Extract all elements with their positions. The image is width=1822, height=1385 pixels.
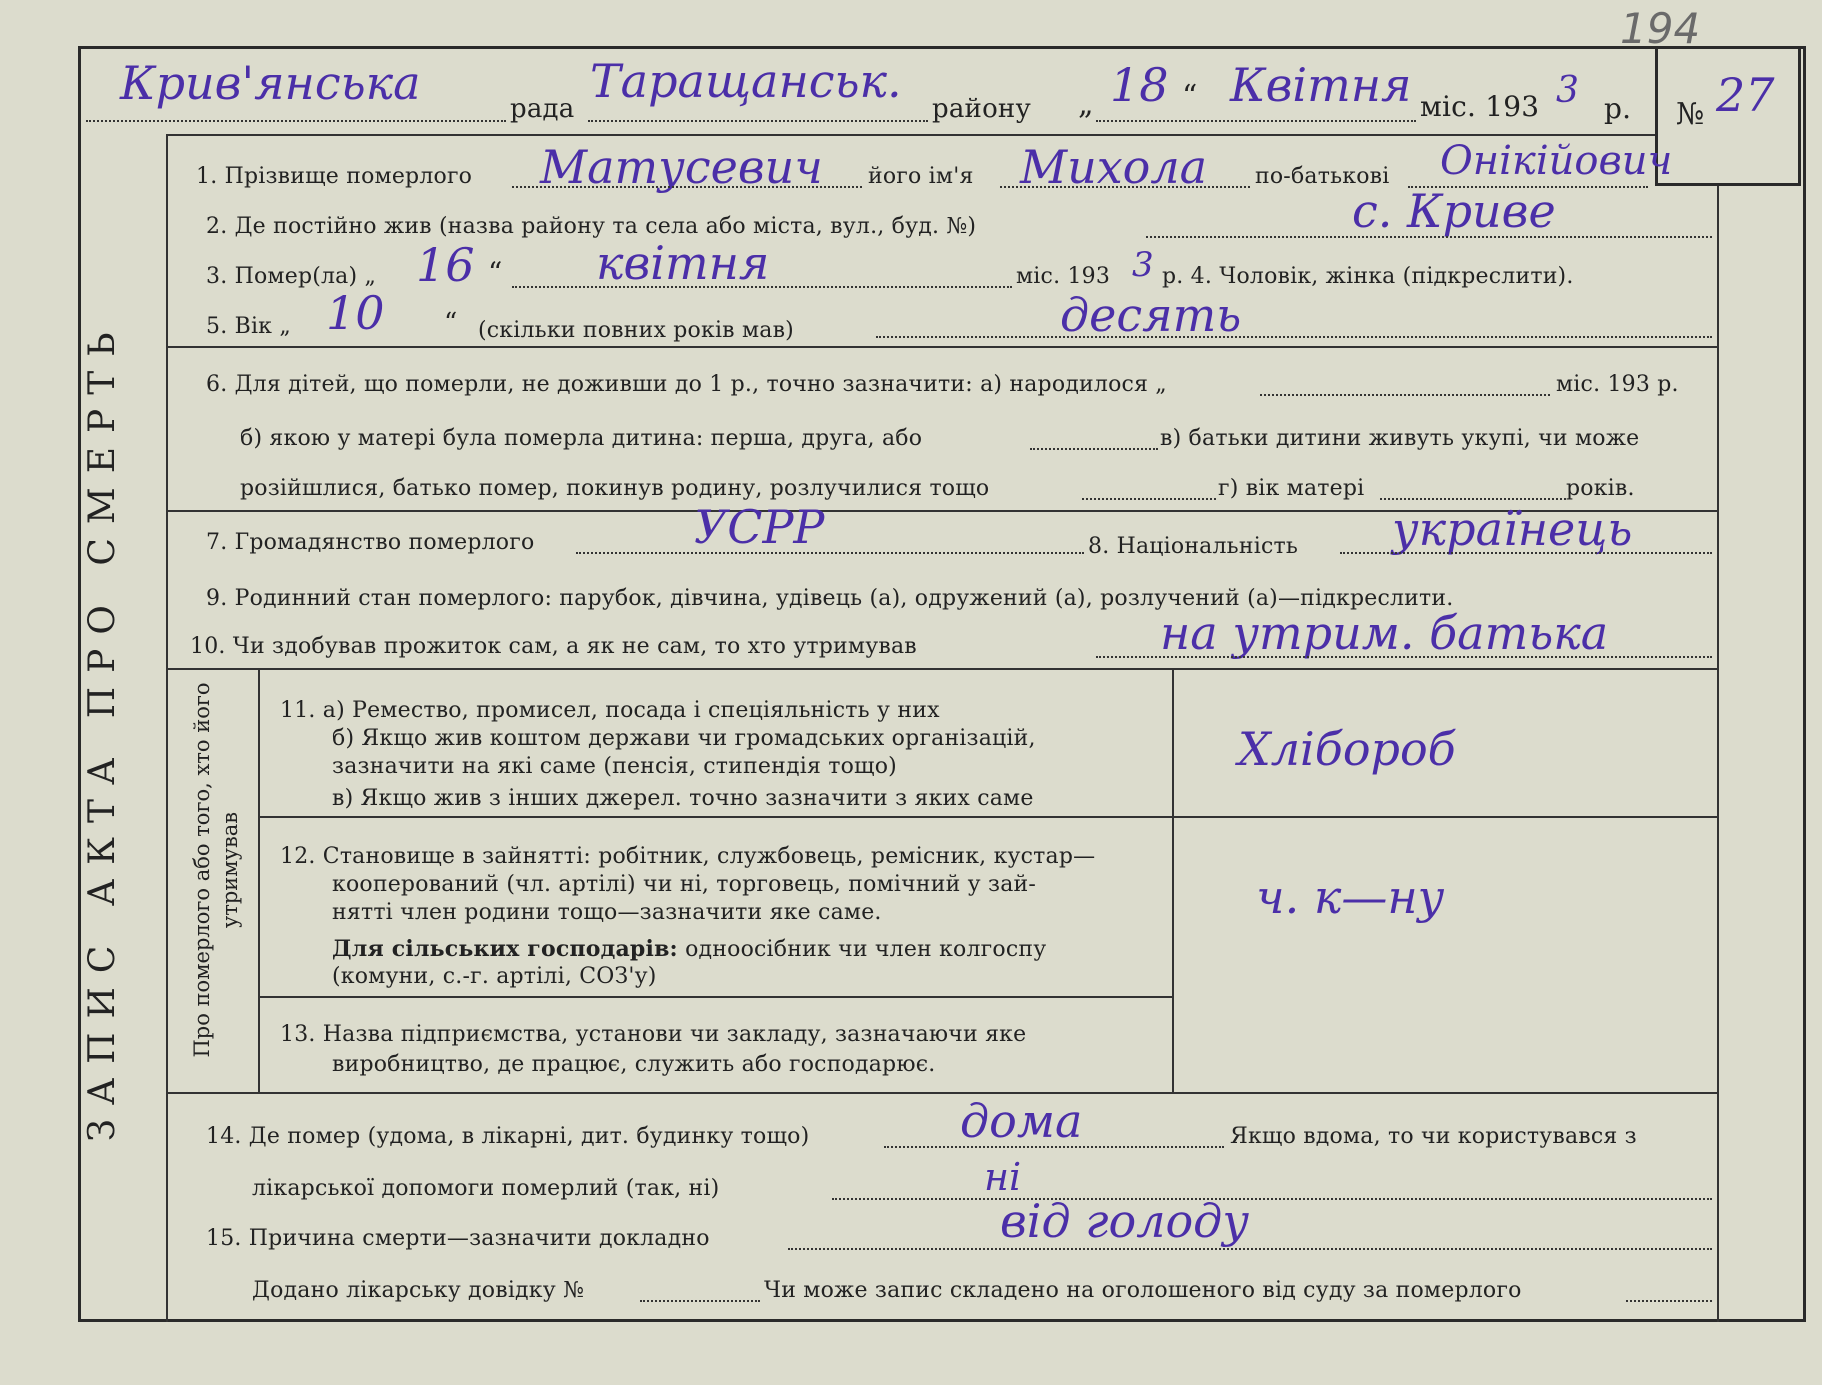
- header-year-digit-handwritten: 3: [1556, 70, 1579, 111]
- row10-label: 10. Чи здобував прожиток сам, а як не сам, то хто утримував: [190, 634, 917, 659]
- district-handwritten: Таращанськ.: [590, 54, 902, 108]
- row6-order-dotted: [1030, 448, 1158, 450]
- rayonu-label: району: [932, 94, 1031, 124]
- pencil-archive-mark: 194: [1620, 4, 1701, 53]
- row3-label: 3. Помер(ла) „: [206, 264, 377, 289]
- date-open-quote: „: [1078, 87, 1094, 122]
- death-year-digit-handwritten: 3: [1132, 245, 1154, 285]
- row14-line2: лікарської допомоги померлий (так, ні): [252, 1176, 720, 1201]
- nationality-handwritten: українець: [1392, 502, 1633, 556]
- surname-handwritten: Матусевич: [540, 140, 823, 194]
- rada-label: рада: [510, 94, 575, 124]
- row1-surname-label: 1. Прізвище померлого: [196, 164, 473, 189]
- death-month-handwritten: квітня: [596, 236, 770, 290]
- name-dotted: [1000, 186, 1250, 188]
- supporter-dotted: [1096, 656, 1712, 658]
- divider-after-row10: [166, 668, 1717, 670]
- answer-column-divider: [1172, 668, 1174, 1092]
- row14-label: 14. Де помер (удома, в лікарні, дит. будинку тощо): [206, 1124, 810, 1149]
- death-date-dotted: [512, 286, 1012, 288]
- row3-tail: р. 4. Чоловік, жінка (підкреслити).: [1162, 264, 1574, 289]
- row12-line2: кооперований (чл. артілі) чи ні, торговець, помічний у зай-: [332, 872, 1037, 897]
- supporter-handwritten: на утрим. батька: [1160, 606, 1609, 660]
- row2-label: 2. Де постійно жив (назва району та села або міста, вул., буд. №): [206, 214, 977, 239]
- occupation-handwritten: Хлібороб: [1238, 722, 1456, 776]
- side-subtitle-vertical: Про померлого або того, хто його утримував: [190, 682, 242, 1058]
- header-mis-label: міс. 193: [1420, 90, 1540, 123]
- date-close-quote: “: [1182, 79, 1198, 114]
- row9-label: 9. Родинний стан померлого: парубок, дівчина, удівець (а), одружений (а), розлучений (а)—підкреслити.: [206, 586, 1454, 611]
- row11-line3: зазначити на які саме (пенсія, стипендія тощо): [332, 754, 897, 779]
- age-words-dotted: [876, 336, 1712, 338]
- row12-line1: 12. Становище в зайнятті: робітник, службовець, ремісник, кустар—: [280, 844, 1096, 869]
- row13-line1: 13. Назва підприємства, установи чи закладу, зазначаючи яке: [280, 1022, 1027, 1047]
- medical-help-dotted: [832, 1198, 1712, 1200]
- row6-line3b: г) вік матері: [1218, 476, 1365, 501]
- citizenship-handwritten: УСРР: [694, 500, 825, 554]
- row5-hint: (скільки повних років мав): [478, 318, 794, 343]
- employment-status-handwritten: ч. к—ну: [1256, 870, 1445, 924]
- row1-patronymic-label: по-батькові: [1255, 164, 1390, 189]
- surname-dotted: [512, 186, 862, 188]
- footer-court-label: Чи може запис складено на оголошеного від суду за померлого: [764, 1278, 1522, 1303]
- divider-after-row5: [166, 346, 1717, 348]
- left-column-divider: [166, 134, 168, 1322]
- row6-line1: 6. Для дітей, що померли, не доживши до 1 р., точно зазначити: а) народилося „: [206, 372, 1167, 397]
- row6-parents-dotted: [1082, 498, 1216, 500]
- death-cause-handwritten: від голоду: [1000, 1194, 1250, 1248]
- row6-mother-age-dotted: [1380, 498, 1566, 500]
- divider-after-row11: [258, 816, 1717, 818]
- nationality-dotted: [1340, 552, 1712, 554]
- row8-label: 8. Національність: [1088, 534, 1299, 559]
- side-title-vertical: ЗАПИС АКТА ПРО СМЕРТЬ: [82, 318, 123, 1142]
- row11-line2: б) Якщо жив коштом держави чи громадських організацій,: [332, 726, 1036, 751]
- row15-label: 15. Причина смерти—зазначити докладно: [206, 1226, 710, 1251]
- row14-tail: Якщо вдома, то чи користувався з: [1230, 1124, 1637, 1149]
- medical-help-handwritten: ні: [984, 1155, 1022, 1199]
- row12-line5: (комуни, с.-г. артілі, СОЗ'у): [332, 964, 657, 989]
- row11-line1: 11. а) Ремество, промисел, посада і спеціяльність у них: [280, 698, 940, 723]
- footer-certificate-label: Додано лікарську довідку №: [252, 1278, 585, 1303]
- row6-line3c: років.: [1566, 476, 1635, 501]
- death-place-dotted: [884, 1146, 1224, 1148]
- death-cause-dotted: [788, 1248, 1712, 1250]
- right-inner-border: [1717, 186, 1719, 1322]
- row6-line2b: в) батьки дитини живуть укупі, чи може: [1160, 426, 1640, 451]
- residence-dotted: [1146, 236, 1712, 238]
- divider-after-row12: [258, 996, 1172, 998]
- row6-birth-dotted: [1260, 394, 1550, 396]
- number-label: №: [1676, 97, 1705, 132]
- footer-court-dotted: [1626, 1300, 1712, 1302]
- subtitle-column-divider: [258, 668, 260, 1092]
- row6-line3a: розійшлися, батько помер, покинув родину, розлучилися тощо: [240, 476, 990, 501]
- row12-bold-tail: одноосібник чи член колгоспу: [677, 937, 1047, 962]
- patronymic-handwritten: Онікійович: [1440, 138, 1673, 184]
- row13-line2: виробництво, де працює, служить або господарює.: [332, 1052, 936, 1077]
- death-place-handwritten: дома: [960, 1094, 1083, 1148]
- age-words-handwritten: десять: [1060, 288, 1242, 342]
- death-date-close-quote: “: [488, 256, 503, 289]
- header-r-label: р.: [1604, 92, 1632, 125]
- date-dotted-line: [1096, 120, 1416, 122]
- header-day-handwritten: 18: [1110, 58, 1169, 112]
- row12-line4: [332, 936, 1046, 963]
- row6-line1-end: міс. 193 р.: [1556, 372, 1679, 397]
- header-month-handwritten: Квітня: [1230, 58, 1412, 112]
- row3-mis-label: міс. 193: [1016, 264, 1111, 289]
- council-dotted-line: [86, 120, 506, 122]
- number-handwritten: 27: [1716, 68, 1775, 122]
- row1-name-label: його ім'я: [868, 164, 974, 189]
- death-day-handwritten: 16: [416, 238, 475, 292]
- name-handwritten: Михола: [1020, 140, 1208, 194]
- council-name-handwritten: Крив'янська: [120, 56, 421, 110]
- divider-after-row13: [166, 1092, 1717, 1094]
- row7-label: 7. Громадянство померлого: [206, 530, 535, 555]
- row12-bold-label: Для сільських господарів:: [332, 936, 678, 962]
- footer-certificate-dotted: [640, 1300, 760, 1302]
- row12-line3: нятті член родини тощо—зазначити яке саме.: [332, 900, 882, 925]
- row11-line4: в) Якщо жив з інших джерел. точно зазначити з яких саме: [332, 786, 1034, 811]
- citizenship-dotted: [576, 552, 1084, 554]
- district-dotted-line: [588, 120, 928, 122]
- row6-line2a: б) якою у матері була померла дитина: перша, друга, або: [240, 426, 923, 451]
- age-close-quote: “: [444, 308, 458, 338]
- header-bottom-line: [166, 134, 1655, 136]
- row5-label: 5. Вік „: [206, 314, 291, 339]
- residence-handwritten: с. Криве: [1352, 184, 1556, 238]
- age-handwritten: 10: [326, 286, 385, 340]
